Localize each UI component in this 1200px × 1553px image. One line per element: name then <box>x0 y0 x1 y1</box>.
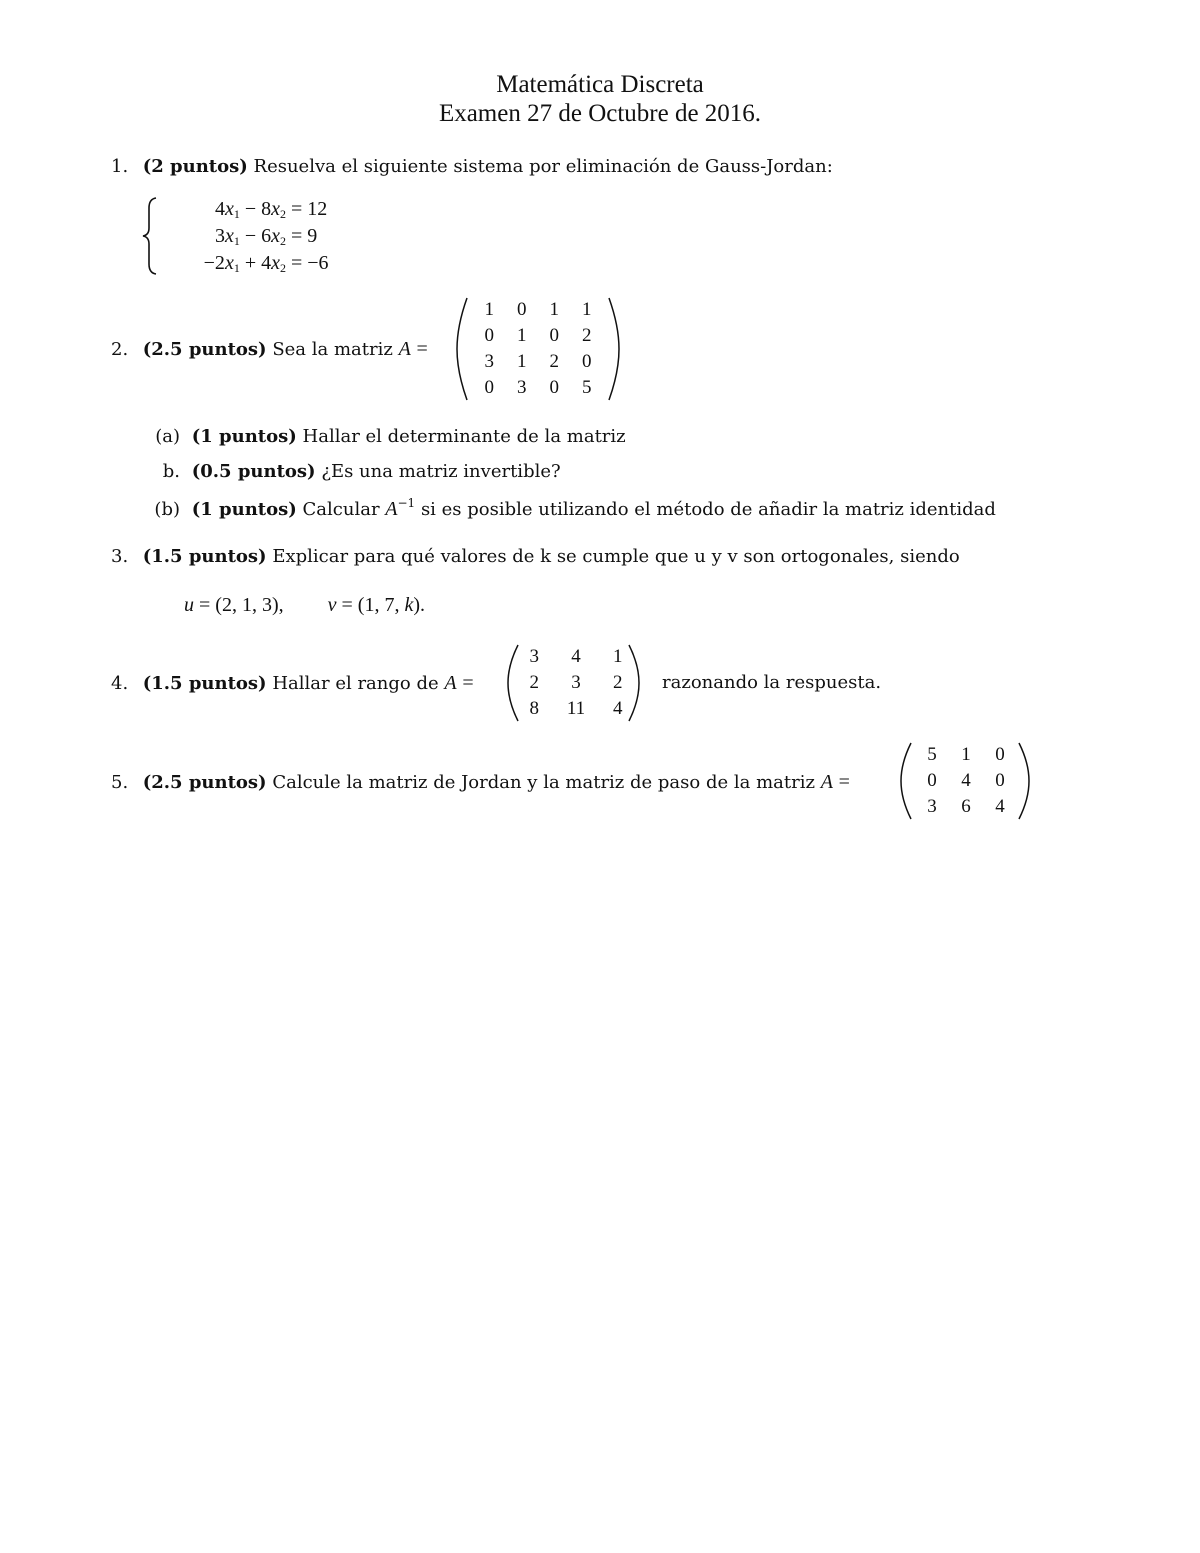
right-paren <box>607 296 621 402</box>
left-paren <box>506 643 520 723</box>
subquestion-2a <box>140 426 626 447</box>
question-4-suffix: razonando la respuesta. <box>662 672 882 693</box>
matrix-row: 3 6 4 <box>927 796 1005 817</box>
subquestion-points: (0.5 puntos) <box>191 461 316 482</box>
vector-v-value: = (1, 7, k). <box>341 594 426 616</box>
matrix-row: 0 1 0 2 <box>484 325 592 346</box>
subquestion-label: b. <box>162 461 180 482</box>
subquestion-points: (1 puntos) <box>191 426 297 447</box>
question-points: (2 puntos) <box>142 156 248 177</box>
matrix-row: 2 3 2 <box>529 672 623 693</box>
left-paren <box>899 741 913 821</box>
subquestion-text: ¿Es una matriz invertible? <box>321 461 561 482</box>
matrix-row: 3 1 2 0 <box>484 351 592 372</box>
vector-u-value: = (2, 1, 3), <box>199 594 284 616</box>
vector-v-name: v <box>327 594 337 616</box>
subquestion-points: (1 puntos) <box>191 499 297 520</box>
equals-sign: = <box>416 338 428 360</box>
matrix-row: 3 4 1 <box>529 646 623 667</box>
right-paren <box>627 643 641 723</box>
matrix-variable: A <box>385 498 398 520</box>
question-1 <box>111 156 833 177</box>
question-points: (1.5 puntos) <box>142 673 267 694</box>
question-points: (1.5 puntos) <box>142 546 267 567</box>
matrix-variable: A <box>820 771 833 793</box>
matrix-variable: A <box>444 672 457 694</box>
question-number: 1. <box>111 156 129 177</box>
equation-row: $4x_1 - 8x_2 = 12$ <box>214 198 328 221</box>
matrix-row: 5 1 0 <box>927 744 1005 765</box>
vector-u-name: u <box>184 594 194 616</box>
question-number: 3. <box>111 546 129 567</box>
question-text: Calcule la matriz de Jordan y la matriz de paso de la matriz <box>272 772 815 793</box>
question-3 <box>111 546 960 567</box>
matrix-q5 <box>899 741 1031 821</box>
matrix-row: 8 11 4 <box>529 698 623 719</box>
question-text: Resuelva el siguiente sistema por eliminación de Gauss-Jordan: <box>253 156 833 177</box>
question-2 <box>111 338 428 361</box>
question-number: 4. <box>111 673 129 694</box>
subquestion-2c <box>140 496 996 521</box>
page-title <box>0 70 1200 128</box>
title-line-2: Examen 27 de Octubre de 2016. <box>438 100 762 127</box>
subquestion-text: Hallar el determinante de la matriz <box>302 426 626 447</box>
question-4 <box>111 672 474 695</box>
subquestion-2b <box>140 461 561 482</box>
equals-sign: = <box>462 672 474 694</box>
title-line-1: Matemática Discreta <box>496 71 704 98</box>
matrix-row: 0 3 0 5 <box>484 377 592 398</box>
vector-definitions <box>184 594 425 617</box>
question-text: Hallar el rango de <box>272 673 439 694</box>
question-number: 2. <box>111 339 129 360</box>
subquestion-label: (b) <box>154 499 180 520</box>
subquestion-text: Calcular <box>302 499 380 520</box>
right-paren <box>1017 741 1031 821</box>
subquestion-text-rest: si es posible utilizando el método de añadir la matriz identidad <box>420 499 996 520</box>
question-text: Sea la matriz <box>272 339 393 360</box>
question-points: (2.5 puntos) <box>142 339 267 360</box>
matrix-variable: A <box>398 338 411 360</box>
matrix-row: 0 4 0 <box>927 770 1005 791</box>
inverse-exponent: −1 <box>397 496 416 510</box>
question-number: 5. <box>111 772 129 793</box>
equation-row: $3x_1 - 6x_2 = 9$ <box>214 225 318 248</box>
question-text: Explicar para qué valores de k se cumple que u y v son ortogonales, siendo <box>272 546 960 567</box>
matrix-q2 <box>455 296 621 402</box>
matrix-row: 1 0 1 1 <box>484 299 592 320</box>
left-brace <box>140 196 160 276</box>
matrix-q4 <box>506 643 641 723</box>
left-paren <box>455 296 469 402</box>
equation-row: $-2x_1 + 4x_2 = -6$ <box>203 252 329 275</box>
subquestion-label: (a) <box>155 426 180 447</box>
question-5 <box>111 771 850 794</box>
equals-sign: = <box>838 771 850 793</box>
question-points: (2.5 puntos) <box>142 772 267 793</box>
